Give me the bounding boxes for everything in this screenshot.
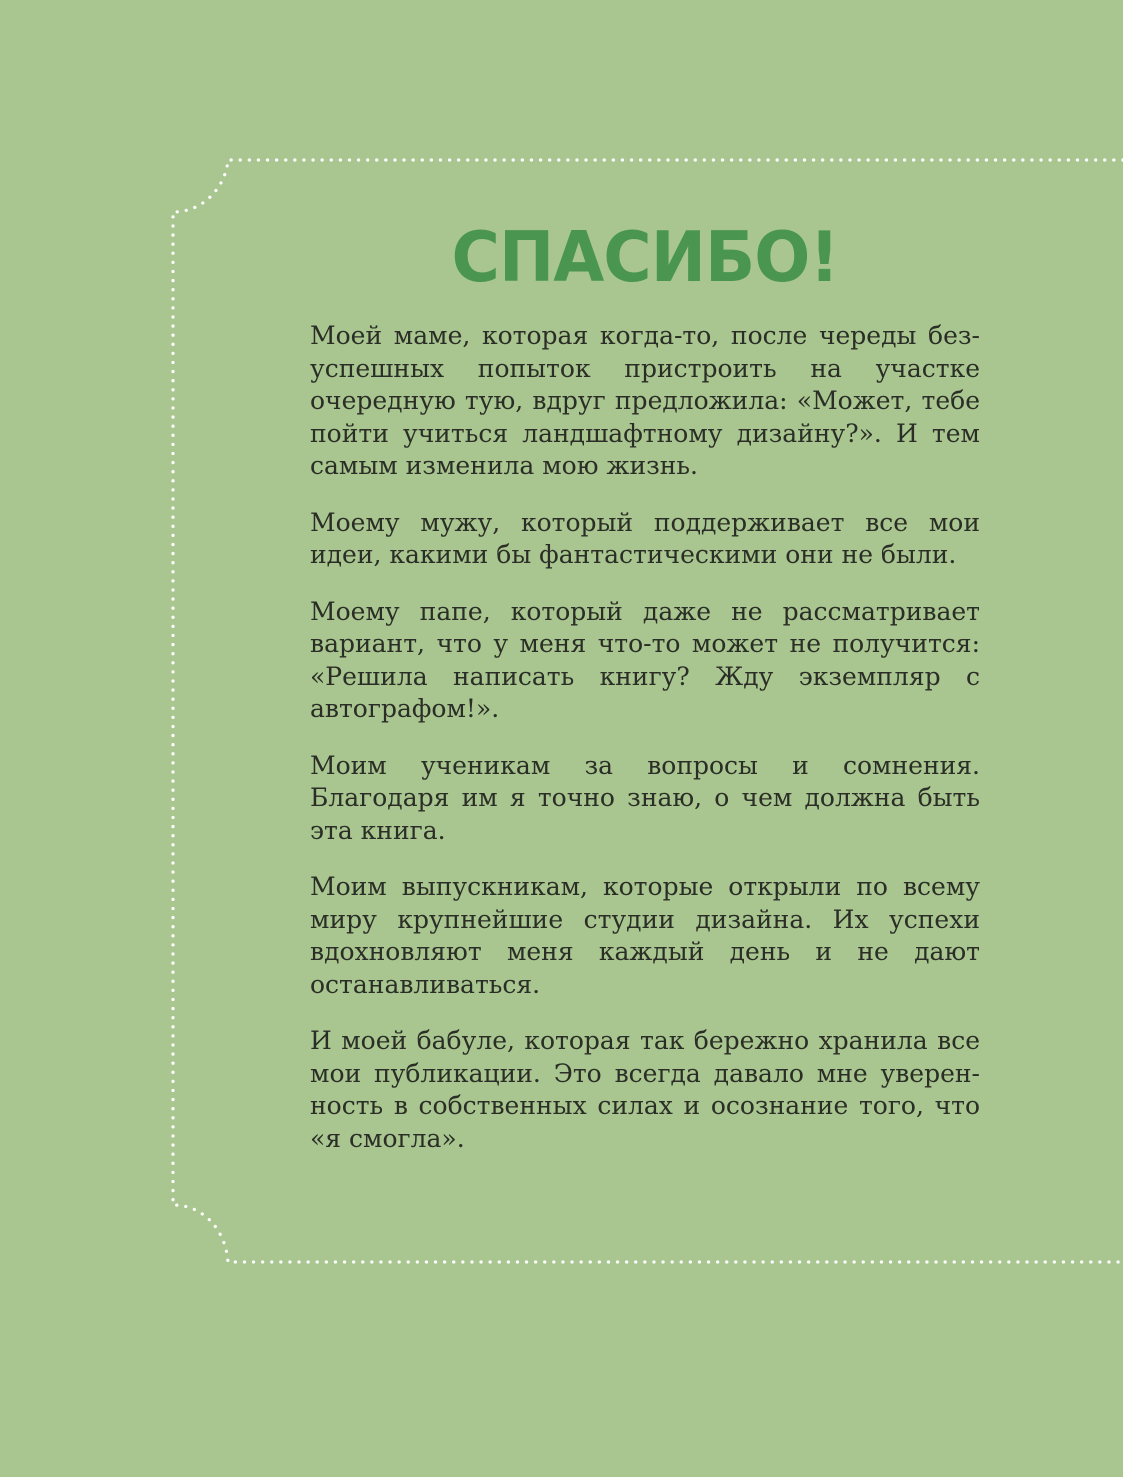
paragraph-mother: Моей маме, которая когда-то, после череды безуспешных попыток пристроить на участке очередную тую, вдруг предложила: «Может, тебе пойти учиться ландшафтному дизайну?». И тем самым изменила мою жизнь. — [310, 321, 980, 480]
paragraph-graduates: Моим выпускникам, которые открыли по всему миру крупнейшие студии дизайна. Их успехи вдохновляют меня каждый день и не дают останавливаться. — [310, 872, 980, 999]
paragraph-grandmother: И моей бабуле, которая так бережно хранила все мои публикации. Это всегда давало мне уверенность в собственных силах и осознание того, что «я смогла». — [310, 1026, 980, 1153]
page-title: СПАСИБО! — [451, 217, 839, 298]
paragraph-students: Моим ученикам за вопросы и сомнения. Благодаря им я точно знаю, о чем должна быть эта книга. — [310, 750, 980, 845]
acknowledgements-text — [310, 320, 980, 1179]
paragraph-husband: Моему мужу, который поддерживает все мои идеи, какими бы фантастическими они не были. — [310, 507, 980, 569]
paragraph-father: Моему папе, который даже не рассматривает вариант, что у меня что-то может не получится: «Решила написать книгу? Жду экземпляр с автографом!». — [310, 596, 980, 723]
